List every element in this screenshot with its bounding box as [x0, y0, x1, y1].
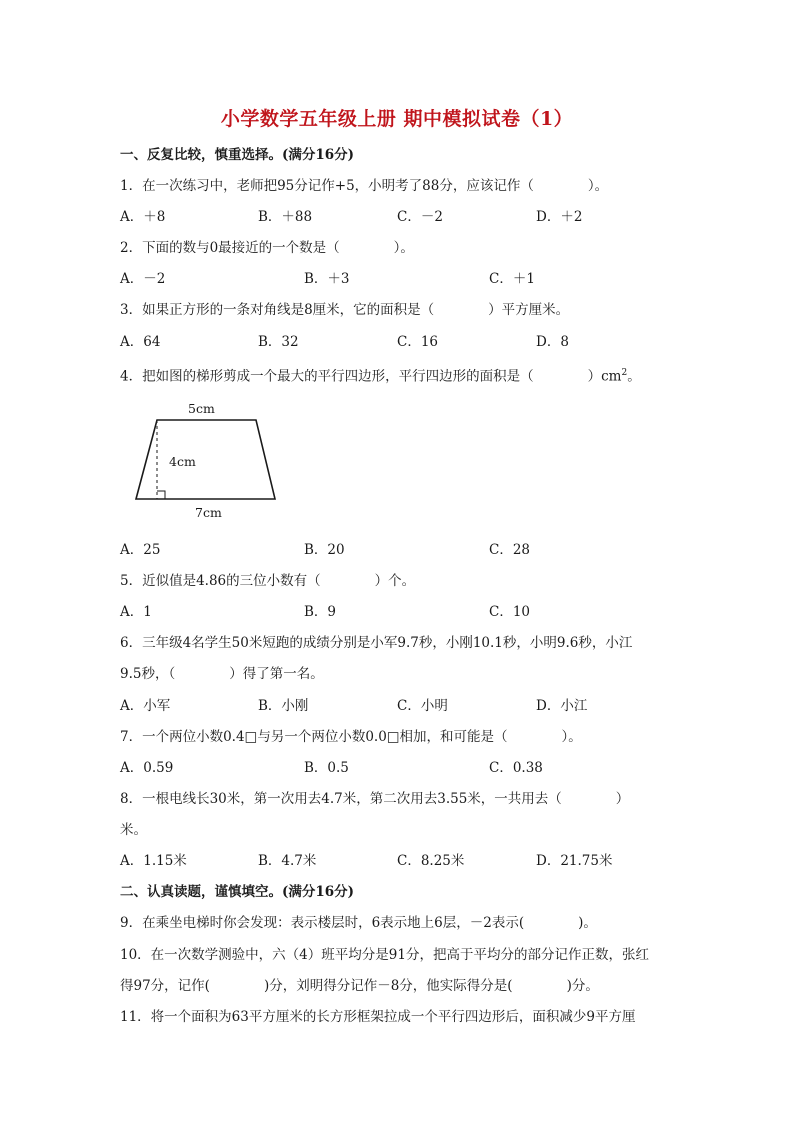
top-base-label: 5cm: [188, 401, 215, 416]
question-5: 5．近似值是4.86的三位小数有（ ）个。: [120, 573, 416, 589]
q7-option-a: A．0.59: [120, 760, 174, 776]
question-6-line-1: 6．三年级4名学生50米短跑的成绩分别是小军9.7秒，小刚10.1秒，小明9.6秒，小江: [120, 635, 633, 651]
q2-option-a: A．－2: [120, 271, 166, 287]
q6-option-a: A．小军: [120, 698, 171, 714]
q5-option-b: B．9: [304, 604, 337, 620]
question-8-line-2: 米。: [120, 822, 147, 838]
unit-superscript: 2: [621, 368, 628, 378]
q1-option-a: A．＋8: [120, 209, 166, 225]
q4-option-b: B．20: [304, 542, 345, 558]
q2-option-b: B．＋3: [304, 271, 350, 287]
right-angle-mark: [157, 491, 165, 499]
q8-option-b: B．4.7米: [258, 853, 317, 869]
section-heading-1: 一、反复比较，慎重选择。(满分16分): [120, 147, 355, 163]
question-3: 3．如果正方形的一条对角线是8厘米，它的面积是（ ）平方厘米。: [120, 302, 570, 318]
trapezoid-figure: [120, 400, 300, 525]
bottom-base-label: 7cm: [195, 505, 222, 520]
q1-option-b: B．＋88: [258, 209, 313, 225]
q3-option-c: C．16: [397, 334, 439, 350]
height-label: 4cm: [169, 454, 196, 469]
q1-option-c: C．－2: [397, 209, 443, 225]
q1-option-d: D．＋2: [536, 209, 583, 225]
q3-option-b: B．32: [258, 334, 299, 350]
q5-option-a: A．1: [120, 604, 152, 620]
q6-option-b: B．小刚: [258, 698, 309, 714]
question-1: 1．在一次练习中，老师把95分记作+5，小明考了88分，应该记作（ ）。: [120, 178, 609, 194]
question-7: 7．一个两位小数0.4□与另一个两位小数0.0□相加，和可能是（ ）。: [120, 729, 582, 745]
q8-option-c: C．8.25米: [397, 853, 465, 869]
q4-option-c: C．28: [489, 542, 531, 558]
page-title: 小学数学五年级上册 期中模拟试卷（1）: [220, 108, 574, 130]
q7-option-b: B．0.5: [304, 760, 349, 776]
section-heading-2: 二、认真读题，谨慎填空。(满分16分): [120, 884, 355, 900]
question-4: [120, 364, 641, 386]
q8-option-a: A．1.15米: [120, 853, 187, 869]
q3-option-d: D．8: [536, 334, 569, 350]
question-8-line-1: 8．一根电线长30米，第一次用去4.7米，第二次用去3.55米，一共用去（ ）: [120, 791, 630, 807]
question-4-text: 4．把如图的梯形剪成一个最大的平行四边形，平行四边形的面积是（ ）cm: [120, 368, 622, 385]
q8-option-d: D．21.75米: [536, 853, 613, 869]
question-10-line-1: 10．在一次数学测验中，六（4）班平均分是91分，把高于平均分的部分记作正数，张红: [120, 947, 649, 963]
q4-option-a: A．25: [120, 542, 161, 558]
question-4-end: 。: [627, 368, 641, 385]
question-10-line-2: 得97分，记作( )分，刘明得分记作－8分，他实际得分是( )分。: [120, 978, 599, 994]
question-6-line-2: 9.5秒，（ ）得了第一名。: [120, 666, 324, 682]
question-11: 11．将一个面积为63平方厘米的长方形框架拉成一个平行四边形后，面积减少9平方厘: [120, 1009, 636, 1025]
q6-option-d: D．小江: [536, 698, 588, 714]
q3-option-a: A．64: [120, 334, 161, 350]
q2-option-c: C．＋1: [489, 271, 535, 287]
question-2: 2．下面的数与0最接近的一个数是（ ）。: [120, 240, 414, 256]
q5-option-c: C．10: [489, 604, 531, 620]
trapezoid-diagram: [120, 400, 300, 525]
q6-option-c: C．小明: [397, 698, 448, 714]
q7-option-c: C．0.38: [489, 760, 543, 776]
question-9: 9．在乘坐电梯时你会发现：表示楼层时，6表示地上6层，－2表示( )。: [120, 915, 597, 931]
